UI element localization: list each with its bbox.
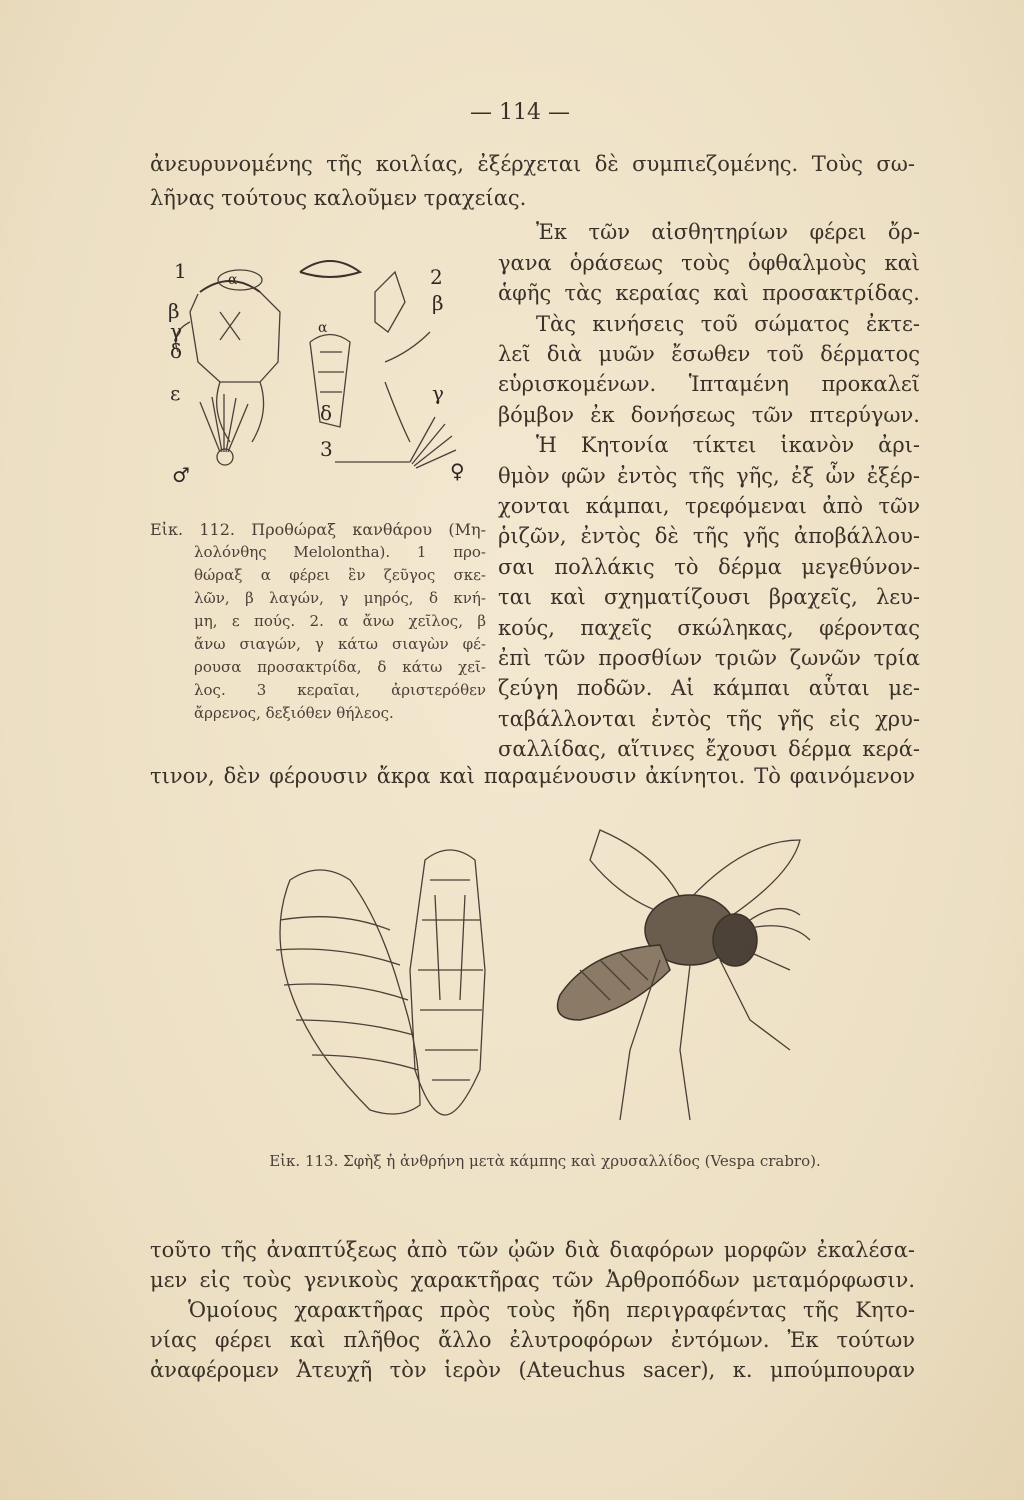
figure-113-illustration — [250, 820, 950, 1150]
figure-112-caption — [150, 518, 486, 725]
antenna-fan-male — [200, 394, 248, 465]
text-line: ῥιζῶν, ἐντὸς δὲ τῆς γῆς ἀποβάλλου- — [498, 524, 920, 548]
text-line: χονται κάμπαι, τρεφόμεναι ἀπὸ τῶν — [498, 494, 920, 518]
figure-label: 3 — [320, 437, 333, 461]
figure-112-illustration — [160, 252, 500, 492]
text-line: σαλλίδας, αἵτινες ἔχουσι δέρμα κερά- — [498, 737, 920, 761]
text-line: τινον, δὲν φέρουσιν ἄκρα καὶ παραμένουσιν ἀκίνητοι. Τὸ φαινόμενον — [150, 764, 915, 788]
antenna-fan-female — [335, 417, 456, 468]
figure-label: 2 — [430, 265, 443, 289]
figure-label: α — [318, 320, 328, 336]
text-line: ταβάλλονται ἐντὸς τῆς γῆς εἰς χρυ- — [498, 707, 920, 731]
figure-label: α — [228, 272, 238, 288]
caption-line: ἄνω σιαγών, γ κάτω σιαγὼν φέ- — [194, 635, 486, 653]
text-line: ἐπὶ τῶν προσθίων τριῶν ζωνῶν τρία — [498, 646, 920, 670]
figure-label: γ — [432, 381, 444, 405]
caption-line: θώραξ α φέρει ἓν ζεῦγος σκε- — [194, 566, 486, 584]
text-line: Ὁμοίους χαρακτῆρας πρὸς τοὺς ἤδη περιγραφέντας τῆς Κητο- — [188, 1298, 915, 1322]
text-line: θμὸν φῶν ἐντὸς τῆς γῆς, ἐξ ὧν ἐξέρ- — [498, 464, 920, 488]
figure-label: 1 — [174, 259, 187, 283]
figure-label: γ — [170, 319, 182, 343]
text-line: γανα ὁράσεως τοὺς ὀφθαλμοὺς καὶ — [498, 251, 920, 275]
figure-label: β — [432, 291, 444, 315]
text-line: ἀναφέρομεν Ἀτευχῆ τὸν ἱερὸν (Ateuchus sacer), κ. μπούμπουραν — [150, 1358, 915, 1382]
page-number: — 114 — — [470, 100, 570, 125]
text-line: Τὰς κινήσεις τοῦ σώματος ἐκτε- — [536, 312, 920, 336]
caption-line: λος. 3 κεραῖαι, ἀριστερόθεν — [194, 681, 486, 699]
text-line: κούς, παχεῖς σκώληκας, φέροντας — [498, 616, 920, 640]
figure-label: ε — [170, 381, 181, 405]
text-line: ἀνευρυνομένης τῆς κοιλίας, ἐξέρχεται δὲ συμπιεζομένης. Τοὺς σω- — [150, 152, 915, 176]
figure-label: ♀ — [450, 459, 465, 483]
caption-line: λολόνθης Melolontha). 1 προ- — [194, 543, 486, 561]
figure-label: ♂ — [172, 463, 190, 487]
caption-line: Εἰκ. 112. Προθώραξ κανθάρου (Μη- — [150, 520, 486, 539]
text-line: ζεύγη ποδῶν. Αἱ κάμπαι αὗται με- — [498, 676, 920, 700]
text-line: σαι πολλάκις τὸ δέρμα μεγεθύνον- — [498, 555, 920, 579]
hornet-drawing — [558, 830, 811, 1120]
text-line: Ἡ Κητονία τίκτει ἱκανὸν ἀρι- — [536, 433, 920, 457]
text-line: λῆνας τούτους καλοῦμεν τραχείας. — [150, 186, 527, 210]
beetle-prothorax — [176, 270, 280, 442]
text-line: Ἐκ τῶν αἰσθητηρίων φέρει ὄρ- — [536, 220, 920, 244]
caption-line: λῶν, β λαγών, γ μηρός, δ κνή- — [194, 589, 486, 607]
text-line: εὑρισκομένων. Ἱπταμένη προκαλεῖ — [498, 372, 920, 396]
pupa-drawing — [410, 850, 485, 1115]
figure-label: δ — [320, 401, 333, 425]
figure-label: δ — [170, 339, 183, 363]
text-line: ἁφῆς τὰς κεραίας καὶ προσακτρίδας. — [498, 281, 920, 305]
text-line: ται καὶ σχηματίζουσι βραχεῖς, λευ- — [498, 585, 920, 609]
text-line: λεῖ διὰ μυῶν ἔσωθεν τοῦ δέρματος — [498, 342, 920, 366]
caption-line: μη, ε πούς. 2. α ἄνω χεῖλος, β — [194, 612, 486, 630]
caption-line: ἄρρενος, δεξιόθεν θήλεος. — [194, 704, 394, 722]
text-line: μεν εἰς τοὺς γενικοὺς χαρακτῆρας τῶν Ἀρθροπόδων μεταμόρφωσιν. — [150, 1268, 915, 1292]
figure-113-caption: Εἰκ. 113. Σφὴξ ἡ ἀνθρήνη μετὰ κάμπης καὶ χρυσαλλίδος (Vespa crabro). — [269, 1152, 821, 1170]
text-line: βόμβον ἐκ δονήσεως τῶν πτερύγων. — [498, 403, 920, 427]
text-line: τοῦτο τῆς ἀναπτύξεως ἀπὸ τῶν ᾠῶν διὰ διαφόρων μορφῶν ἐκαλέσα- — [150, 1238, 915, 1262]
larva-drawing — [276, 870, 420, 1114]
caption-line: ρουσα προσακτρίδα, δ κάτω χεῖ- — [194, 658, 486, 676]
figure-label: β — [168, 299, 180, 323]
text-line: νίας φέρει καὶ πλῆθος ἄλλο ἐλυτροφόρων ἐντόμων. Ἐκ τούτων — [150, 1328, 915, 1352]
